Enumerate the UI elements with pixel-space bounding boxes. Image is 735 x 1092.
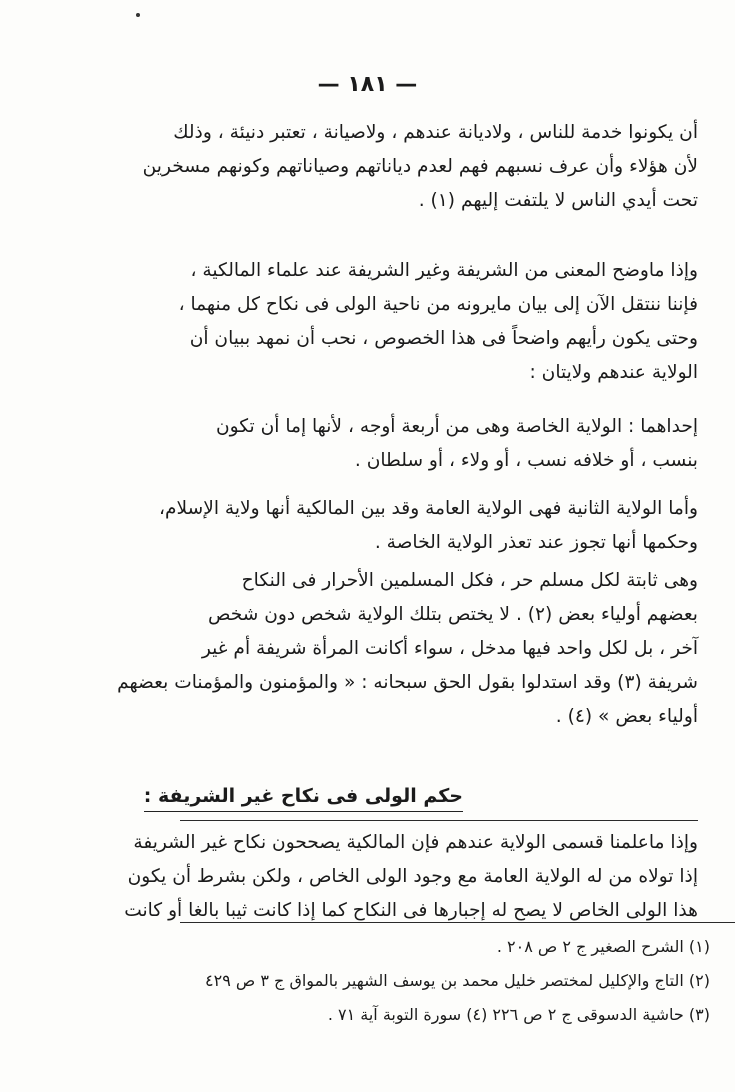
text-line: لأن هؤلاء وأن عرف نسبهم فهم لعدم دياناتهم وصياناتهم وكونهم مسخرين xyxy=(142,156,698,177)
text-line: تحت أيدي الناس لا يلتفت إليهم (١) . xyxy=(418,190,698,211)
text-line: وحكمها أنها تجوز عند تعذر الولاية الخاصة . xyxy=(374,532,698,553)
footnote: (٣) حاشية الدسوقى ج ٢ ص ٢٢٦ (٤) سورة التوبة آية ٧١ . xyxy=(327,1005,710,1024)
paragraph-1 xyxy=(142,116,698,218)
paragraph-5 xyxy=(117,564,698,734)
paragraph-4 xyxy=(159,492,698,560)
text-line: إذا تولاه من له الولاية العامة مع وجود الولى الخاص ، ولكن بشرط أن يكون xyxy=(127,866,698,887)
text-line: بنسب ، أو خلافه نسب ، أو ولاء ، أو سلطان . xyxy=(354,450,698,471)
text-line: أن يكونوا خدمة للناس ، ولاديانة عندهم ، ولاصيانة ، تعتبر دنيئة ، وذلك xyxy=(173,122,698,143)
text-line: وهى ثابتة لكل مسلم حر ، فكل المسلمين الأحرار فى النكاح xyxy=(241,570,698,591)
text-line: إحداهما : الولاية الخاصة وهى من أربعة أوجه ، لأنها إما أن تكون xyxy=(215,416,698,437)
paragraph-6 xyxy=(124,826,698,928)
footnote: (٢) التاج والإكليل لمختصر خليل محمد بن يوسف الشهير بالمواق ج ٣ ص ٤٢٩ xyxy=(205,971,710,990)
text-line: بعضهم أولياء بعض (٢) . لا يختص بتلك الولاية شخص دون شخص xyxy=(207,604,698,625)
text-line: فإننا ننتقل الآن إلى بيان مايرونه من ناحية الولى فى نكاح كل منهما ، xyxy=(178,294,698,315)
footnote-divider xyxy=(180,922,735,923)
footnotes xyxy=(180,930,710,1032)
paragraph-2 xyxy=(180,254,698,390)
text-line: وحتى يكون رأيهم واضحاً فى هذا الخصوص ، نحب أن نمهد ببيان أن xyxy=(189,328,698,349)
section-heading: حكم الولى فى نكاح غير الشريفة : xyxy=(144,785,463,812)
ink-speck xyxy=(136,13,140,17)
paragraph-3 xyxy=(180,410,698,478)
page-number: — ١٨١ — xyxy=(317,72,418,97)
text-line: آخر ، بل لكل واحد فيها مدخل ، سواء أكانت المرأة شريفة أم غير xyxy=(201,638,698,659)
section-divider xyxy=(180,820,698,821)
text-line: وإذا ماوضح المعنى من الشريفة وغير الشريفة عند علماء المالكية ، xyxy=(190,260,698,281)
text-line: هذا الولى الخاص لا يصح له إجبارها فى النكاح كما إذا كانت ثيبا بالغا أو كانت xyxy=(124,900,698,921)
text-line: أولياء بعض » (٤) . xyxy=(555,706,698,727)
text-line: الولاية عندهم ولايتان : xyxy=(529,362,698,383)
text-line: وأما الولاية الثانية فهى الولاية العامة وقد بين المالكية أنها ولاية الإسلام، xyxy=(159,498,698,519)
text-line: وإذا ماعلمنا قسمى الولاية عندهم فإن المالكية يصححون نكاح غير الشريفة xyxy=(133,832,698,853)
footnote: (١) الشرح الصغير ج ٢ ص ٢٠٨ . xyxy=(496,937,710,956)
text-line: شريفة (٣) وقد استدلوا بقول الحق سبحانه : « والمؤمنون والمؤمنات بعضهم xyxy=(117,672,698,693)
